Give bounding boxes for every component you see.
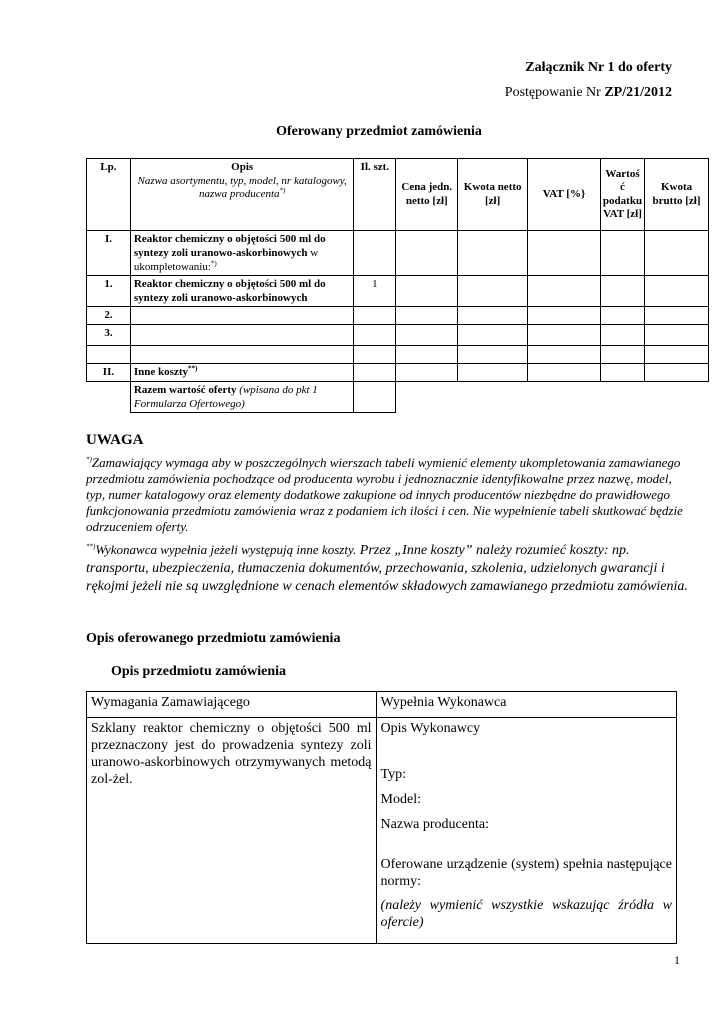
header-gross-amount: Kwota brutto [zł] — [645, 159, 709, 231]
uwaga-heading: UWAGA — [86, 432, 144, 448]
cell-gross-amount[interactable] — [645, 346, 709, 364]
cell-quantity[interactable] — [354, 307, 396, 325]
cell-gross-amount[interactable] — [645, 325, 709, 346]
total-label-italic: (wpisana do pkt 1 Formularza Ofertowego) — [133, 384, 318, 410]
cell-vat-rate[interactable] — [528, 307, 601, 325]
cell-unit-price[interactable] — [396, 364, 458, 382]
header-net-amount: Kwota netto [zł] — [458, 159, 528, 231]
type-label[interactable]: Typ: — [380, 767, 406, 782]
standards-note: (należy wymienić wszystkie wskazując źródła w ofercie) — [380, 898, 672, 930]
row-footnote-mark: *) — [210, 259, 217, 268]
subject-description-subtitle: Opis przedmiotu zamówienia — [111, 664, 286, 679]
cell-quantity[interactable] — [354, 231, 396, 276]
header-opis — [130, 159, 354, 231]
cell-quantity[interactable] — [354, 382, 396, 413]
cell-empty — [458, 382, 528, 413]
row-description-bold: Reaktor chemiczny o objętości 500 ml do syntezy zoli uranowo-askorbinowych — [133, 233, 326, 259]
cell-vat-rate[interactable] — [528, 231, 601, 276]
row-lp — [87, 346, 131, 364]
cell-unit-price[interactable] — [396, 276, 458, 307]
cell-quantity[interactable] — [354, 325, 396, 346]
cell-net-amount[interactable] — [458, 364, 528, 382]
row-lp: 1. — [87, 276, 131, 307]
row-description[interactable] — [130, 307, 354, 325]
offered-subject-title: Oferowany przedmiot zamówienia — [276, 124, 482, 139]
cell-gross-amount[interactable] — [645, 231, 709, 276]
cell-vat-amount[interactable] — [600, 276, 644, 307]
requirements-header: Wymagania Zamawiającego — [87, 692, 377, 718]
cell-net-amount[interactable] — [458, 276, 528, 307]
table-row — [87, 276, 709, 307]
table-row — [87, 325, 709, 346]
producer-label[interactable]: Nazwa producenta: — [380, 817, 489, 832]
table-row — [87, 231, 709, 276]
header-quantity: Il. szt. — [354, 159, 396, 231]
procedure-code: ZP/21/2012 — [604, 85, 672, 100]
cell-quantity[interactable] — [354, 346, 396, 364]
cell-unit-price[interactable] — [396, 346, 458, 364]
row-description — [130, 364, 354, 382]
cell-vat-amount[interactable] — [600, 307, 644, 325]
row-lp: I. — [87, 231, 131, 276]
cell-vat-rate[interactable] — [528, 346, 601, 364]
cell-unit-price[interactable] — [396, 231, 458, 276]
cell-empty — [645, 382, 709, 413]
cell-net-amount[interactable] — [458, 231, 528, 276]
cell-quantity[interactable] — [354, 364, 396, 382]
cell-vat-amount[interactable] — [600, 325, 644, 346]
note-2-lead: Wykonawca wypełnia jeżeli występują inne koszty. — [95, 542, 357, 557]
row-lp: II. — [87, 364, 131, 382]
cell-unit-price[interactable] — [396, 325, 458, 346]
row-description-tail: w ukompletowaniu: — [133, 247, 319, 273]
total-label — [130, 382, 354, 413]
cell-vat-rate[interactable] — [528, 276, 601, 307]
procedure-prefix: Postępowanie Nr — [504, 85, 605, 100]
cell-vat-amount[interactable] — [600, 346, 644, 364]
cell-vat-amount[interactable] — [600, 231, 644, 276]
total-label-bold: Razem wartość oferty — [133, 384, 237, 396]
page-number: 1 — [674, 953, 680, 967]
header-opis-footnote-mark: *) — [279, 186, 286, 195]
offer-table — [86, 158, 709, 413]
contractor-header: Wypełnia Wykonawca — [376, 692, 676, 718]
table-row — [87, 718, 677, 944]
uwaga-note-1 — [86, 455, 686, 535]
cell-gross-amount[interactable] — [645, 307, 709, 325]
header-opis-subtitle-text: Nazwa asortymentu, typ, model, nr katalogowy, nazwa producenta — [137, 174, 347, 200]
row-description: Reaktor chemiczny o objętości 500 ml do syntezy zoli uranowo-askorbinowych — [130, 276, 354, 307]
note-2-text: Przez „Inne koszty” należy rozumieć koszty: np. transportu, ubezpieczenia, tłumaczenia dokumentów, przechowania, szkolenia, udzielonych gwarancji i rękojmi jeżeli nie są uwzględnione w cenach elementów składowych zamawianego przedmiotu zamówienia. — [86, 543, 688, 594]
offered-description-title: Opis oferowanego przedmiotu zamówienia — [86, 631, 341, 646]
header-opis-subtitle — [133, 175, 352, 202]
cell-net-amount[interactable] — [458, 346, 528, 364]
header-opis-title: Opis — [231, 161, 254, 173]
cell-unit-price[interactable] — [396, 307, 458, 325]
table-row — [87, 307, 709, 325]
table-header-row — [87, 692, 677, 718]
standards-label[interactable]: Oferowane urządzenie (system) spełnia następujące normy: — [380, 857, 672, 889]
contractor-fill-cell[interactable] — [376, 718, 676, 944]
cell-empty — [528, 382, 601, 413]
attachment-label: Załącznik Nr 1 do oferty — [525, 60, 672, 75]
row-lp: 3. — [87, 325, 131, 346]
procedure-number — [360, 85, 672, 101]
header-vat-amount: Wartoś ć podatku VAT [zł] — [600, 159, 644, 231]
row-description[interactable] — [130, 325, 354, 346]
cell-net-amount[interactable] — [458, 307, 528, 325]
contractor-description-label: Opis Wykonawcy — [380, 721, 481, 736]
other-costs-label: Inne koszty — [133, 366, 188, 378]
requirements-table — [86, 691, 677, 944]
note-1-text: Zamawiający wymaga aby w poszczególnych wierszach tabeli wymienić elementy ukompletowania zamawianego przedmiotu zamówienia pochodzące od producenta wyrobu i jednoznacznie identyfikowalne przez nazwę, model, typ, numer katalogowy oraz elementy dodatkowe zakupione od innych producentów niezbędne do prawidłowego funkcjonowania przedmiotu zamówienia wraz z podaniem ich ilości i cen. Nie wypełnienie tabeli skutkować będzie odrzuceniem oferty. — [86, 455, 683, 534]
cell-gross-amount[interactable] — [645, 276, 709, 307]
note-1-mark: *) — [86, 455, 92, 464]
header-lp: Lp. — [87, 159, 131, 231]
header-unit-price: Cena jedn. netto [zł] — [396, 159, 458, 231]
row-description — [130, 231, 354, 276]
cell-vat-amount[interactable] — [600, 364, 644, 382]
row-description[interactable] — [130, 346, 354, 364]
cell-quantity[interactable]: 1 — [354, 276, 396, 307]
requirement-text: Szklany reaktor chemiczny o objętości 500 ml przeznaczony jest do prowadzenia syntezy zoli uranowo-askorbinowych otrzymywanych metodą zol-żel. — [87, 718, 377, 944]
cell-empty — [600, 382, 644, 413]
header-vat-rate: VAT [%} — [528, 159, 601, 231]
note-2-mark: **) — [86, 542, 96, 551]
table-row — [87, 382, 709, 413]
table-row — [87, 346, 709, 364]
cell-empty — [396, 382, 458, 413]
cell-gross-amount[interactable] — [645, 364, 709, 382]
row-lp — [87, 382, 131, 413]
table-row — [87, 364, 709, 382]
model-label[interactable]: Model: — [380, 792, 421, 807]
uwaga-note-2 — [86, 541, 691, 596]
table-header-row — [87, 159, 709, 231]
other-costs-footnote-mark: **) — [188, 364, 198, 373]
row-lp: 2. — [87, 307, 131, 325]
cell-vat-rate[interactable] — [528, 325, 601, 346]
cell-vat-rate[interactable] — [528, 364, 601, 382]
cell-net-amount[interactable] — [458, 325, 528, 346]
